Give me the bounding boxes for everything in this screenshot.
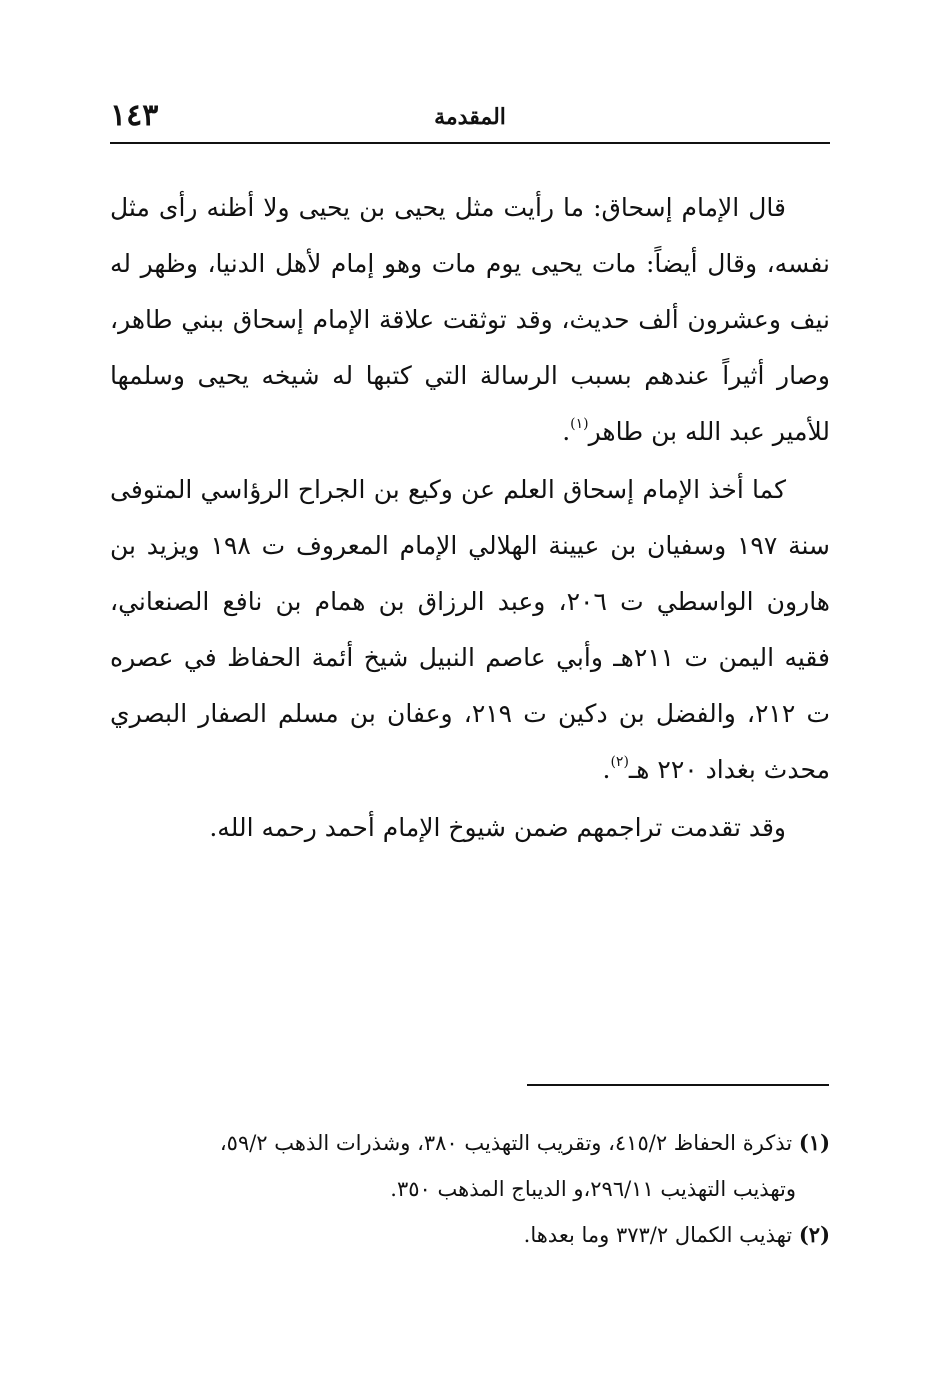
footnote-1-number: (١) [798, 1130, 830, 1155]
paragraph-1 [110, 180, 830, 460]
footnote-2-number: (٢) [798, 1222, 830, 1247]
page-number: ١٤٣ [110, 98, 159, 133]
footnote-1 [110, 1120, 830, 1166]
paragraph-2-text: كما أخذ الإمام إسحاق العلم عن وكيع بن الجراح الرؤاسي المتوفى سنة ١٩٧ وسفيان بن عيينة الهلالي الإمام المعروف ت ١٩٨ ويزيد بن هارون الواسطي ت ٢٠٦، وعبد الرزاق بن همام بن نافع الصنعاني، فقيه اليمن ت ٢١١هـ وأبي عاصم النبيل شيخ أئمة الحفاظ في عصره ت ٢١٢، والفضل بن دكين ت ٢١٩، وعفان بن مسلم الصفار البصري محدث بغداد ٢٢٠ هـ [110, 475, 831, 784]
footnotes [110, 1120, 830, 1258]
footnote-2-text: تهذيب الكمال ٣٧٣/٢ وما بعدها. [523, 1223, 793, 1247]
page-header [110, 98, 830, 140]
main-text [110, 180, 830, 858]
running-title: المقدمة [434, 104, 506, 130]
paragraph-1-end: . [562, 417, 571, 446]
paragraph-3: وقد تقدمت تراجمهم ضمن شيوخ الإمام أحمد رحمه الله. [209, 813, 786, 842]
paragraph-2-end: . [602, 755, 611, 784]
paragraph-1-text: قال الإمام إسحاق: ما رأيت مثل يحيى بن يحيى ولا أظنه رأى مثل نفسه، وقال أيضاً: مات يحيى يوم مات وهو إمام لأهل الدنيا، وظهر له نيف وعشرون ألف حديث، وقد توثقت علاقة الإمام إسحاق ببني طاهر، وصار أثيراً عندهم بسبب الرسالة التي كتبها له شيخه يحيى وسلمها للأمير عبد الله بن طاهر [110, 193, 830, 446]
footnote-1-line-1: تذكرة الحفاظ ٤١٥/٢، وتقريب التهذيب ٣٨٠، وشذرات الذهب ٥٩/٢، [219, 1131, 793, 1155]
paragraph-2 [110, 462, 830, 798]
footnote-ref-2: (٢) [610, 754, 629, 770]
footnote-ref-1: (١) [570, 416, 589, 432]
footnote-2 [110, 1212, 830, 1258]
footnote-separator [527, 1084, 829, 1086]
header-rule [110, 142, 830, 144]
footnote-1-continuation: وتهذيب التهذيب ٢٩٦/١١،و الديباج المذهب ٣٥٠. [390, 1177, 796, 1201]
